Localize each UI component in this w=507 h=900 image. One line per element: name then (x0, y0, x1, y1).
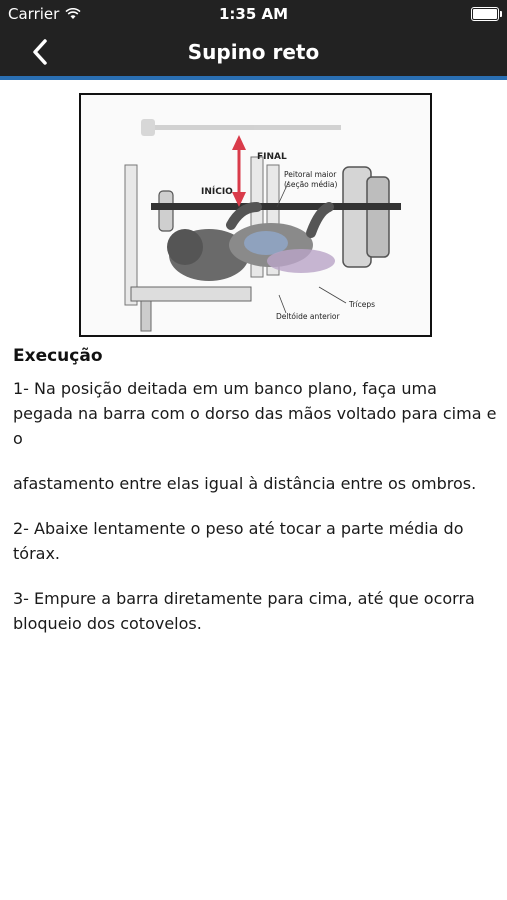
step-1-part-2: afastamento entre elas igual à distância entre os ombros. (13, 474, 477, 493)
page-title: Supino reto (187, 40, 320, 64)
bench-press-drawing (81, 95, 430, 335)
battery-icon (471, 7, 499, 21)
label-peitoral: Peitoral maior (284, 170, 337, 179)
carrier-label: Carrier (8, 5, 60, 23)
label-deltoide: Deltóide anterior (276, 312, 340, 321)
step-2: 2- Abaixe lentamente o peso até tocar a parte média do tórax. (13, 519, 464, 563)
label-final: FINAL (257, 152, 287, 162)
label-triceps: Tríceps (349, 300, 376, 309)
step-3: 3- Empure a barra diretamente para cima, até que ocorra bloqueio dos cotovelos. (13, 589, 475, 633)
movement-arrow (232, 135, 246, 207)
clock: 1:35 AM (218, 5, 289, 23)
exercise-instructions (13, 346, 497, 656)
exercise-illustration (79, 93, 432, 337)
label-inicio: INÍCIO (201, 187, 233, 197)
section-heading: Execução (13, 346, 103, 366)
step-1-part-1: 1- Na posição deitada em um banco plano, faça uma pegada na barra com o dorso das mãos voltado para cima e o (13, 379, 497, 448)
barbell-final-position (141, 119, 341, 136)
status-bar (0, 0, 507, 28)
label-peitoral-sub: (seção média) (284, 180, 338, 189)
navigation-bar (0, 28, 507, 80)
